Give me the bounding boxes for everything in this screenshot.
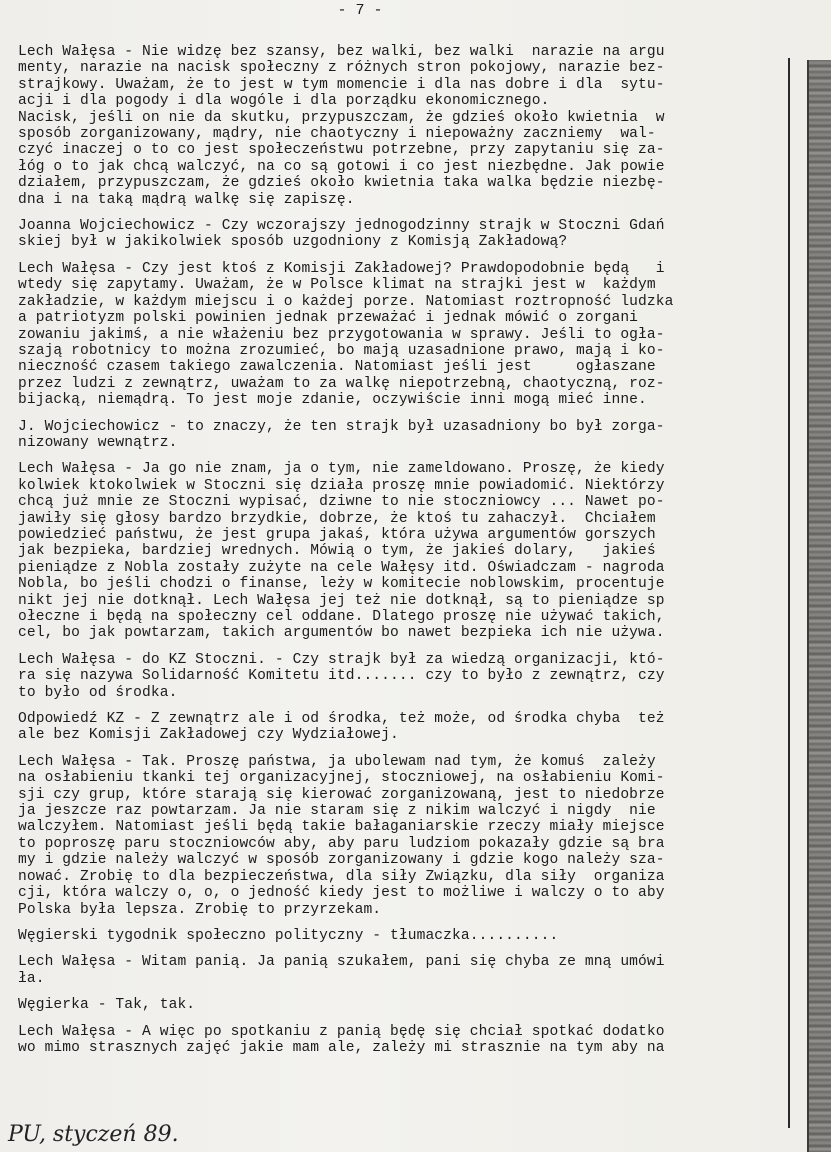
text-line: Węgierski tygodnik społeczno polityczny - tłumaczka..........	[18, 927, 559, 944]
text-line: sji czy grup, które starają się kierować zorganizowaną, jest to niedobrze	[18, 786, 665, 803]
transcript-paragraph	[18, 754, 786, 918]
text-line: nizowany wewnątrz.	[18, 434, 178, 451]
text-line: a patriotyzm polski powinien jednak przeważać i jednak mówić o zorgani	[18, 310, 639, 327]
text-line: ja jeszcze raz powtarzam. Ja nie staram się z nikim walczyć i nigdy nie	[18, 803, 656, 820]
text-line: Nacisk, jeśli on nie da skutku, przypuszczam, że gdzieś około kwietnia w	[18, 109, 665, 126]
text-line: przez ludzi z zewnątrz, uważam to za walkę niepotrzebną, chaotyczną, roz-	[18, 375, 665, 392]
text-line: Lech Wałęsa - Tak. Proszę państwa, ja ubolewam nad tym, że komuś zależy	[18, 753, 656, 770]
transcript-paragraph	[18, 419, 786, 452]
text-line: jawiły się głosy bardzo brzydkie, dobrze, że ktoś tu zahaczył. Chciałem	[18, 510, 656, 527]
text-line: wo mimo strasznych zajęć jakie mam ale, zależy mi strasznie na tym aby na	[18, 1039, 665, 1056]
page-number: - 7 -	[337, 2, 383, 19]
text-line: kolwiek ktokolwiek w Stoczni się działa proszę mnie powiadomić. Niektórzy	[18, 477, 665, 494]
text-line: czyć inaczej o to co jest społeczeństwu potrzebne, przy zapytaniu się za-	[18, 142, 665, 159]
transcript-paragraph	[18, 44, 786, 208]
transcript-paragraph	[18, 652, 786, 701]
text-line: to było od środka.	[18, 684, 178, 701]
text-line: nieczność czasem takiego zawalczenia. Natomiast jeśli jest ogłaszane	[18, 359, 656, 376]
text-line: dna i na taką mądrą walkę się zapiszę.	[18, 191, 355, 208]
text-line: powiedzieć państwu, że jest grupa jakaś, która używa argumentów gorszych	[18, 526, 656, 543]
text-line: Lech Wałęsa - Czy jest ktoś z Komisji Zakładowej? Prawdopodobnie będą i	[18, 260, 665, 277]
text-line: J. Wojciechowicz - to znaczy, że ten strajk był uzasadniony bo był zorga-	[18, 418, 665, 435]
text-line: menty, narazie na nacisk społeczny z różnych stron pokojowy, narazie bez-	[18, 60, 665, 77]
transcript-paragraph	[18, 1024, 786, 1057]
handwritten-footer: PU, styczeń 89.	[8, 1122, 179, 1147]
text-line: łóg o to jak chcą walczyć, na co są gotowi i co jest niezbędne. Jak powie	[18, 158, 665, 175]
transcript-body	[18, 44, 786, 1066]
text-line: Joanna Wojciechowicz - Czy wczorajszy jednogodzinny strajk w Stoczni Gdań	[18, 218, 665, 235]
text-line: sposób zorganizowany, mądry, nie chaotyczny i niepoważny zaczniemy wal-	[18, 126, 656, 143]
text-line: nować. Zrobię to dla bezpieczeństwa, dla siły Związku, dla siły organiza	[18, 868, 665, 885]
text-line: skiej był w jakikolwiek sposób uzgodniony z Komisją Zakładową?	[18, 234, 568, 251]
text-line: nikt jej nie dotknął. Lech Wałęsa jej też nie dotknął, są to pieniądze sp	[18, 592, 665, 609]
text-line: ra się nazywa Solidarność Komitetu itd....... czy to było z zewnątrz, czy	[18, 668, 665, 685]
text-line: Polska była lepsza. Zrobię to przyrzekam.	[18, 901, 382, 918]
text-line: zowaniu jakimś, a nie włażeniu bez przygotowania w sprawy. Jeśli to ogła-	[18, 326, 665, 343]
text-line: Lech Wałęsa - Ja go nie znam, ja o tym, nie zameldowano. Proszę, że kiedy	[18, 461, 665, 478]
text-line: chcą już mnie ze Stoczni wypisać, dziwne to nie stoczniowcy ... Nawet po-	[18, 494, 665, 511]
text-line: Odpowiedź KZ - Z zewnątrz ale i od środka, też może, od środka chyba też	[18, 711, 665, 728]
transcript-paragraph	[18, 261, 786, 409]
text-line: pieniądze z Nobla zostały zużyte na cele Wałęsy itd. Oświadczam - nagroda	[18, 559, 665, 576]
text-line: cel, bo jak powtarzam, takich argumentów bo nawet bezpieka ich nie używa.	[18, 625, 665, 642]
text-line: bijacką, niemądrą. To jest moje zdanie, oczywiście inni mogą mieć inne.	[18, 392, 647, 409]
text-line: wtedy się zapytamy. Uważam, że w Polsce klimat na strajki jest w każdym	[18, 277, 656, 294]
text-line: cji, która walczy o, o, o jedność kiedy jest to możliwe i walczy o to aby	[18, 885, 665, 902]
text-line: strajkowy. Uważam, że to jest w tym momencie i dla nas dobre i dla sytu-	[18, 76, 665, 93]
transcript-paragraph	[18, 954, 786, 987]
text-line: Lech Wałęsa - A więc po spotkaniu z panią będę się chciał spotkać dodatko	[18, 1023, 665, 1040]
text-line: to poproszę paru stoczniowców aby, aby paru ludziom pokazały gdzie są bra	[18, 835, 665, 852]
text-line: na osłabieniu tkanki tej organizacyjnej, stoczniowej, na osłabieniu Komi-	[18, 770, 665, 787]
text-line: Lech Wałęsa - Witam panią. Ja panią szukałem, pani się chyba ze mną umówi	[18, 954, 665, 971]
text-line: ła.	[18, 970, 45, 987]
text-line: my i gdzie należy walczyć w sposób zorganizowany i gdzie kogo należy sza-	[18, 852, 665, 869]
text-line: ołeczne i będą na społeczny cel oddane. Dlatego proszę nie używać takich,	[18, 609, 665, 625]
margin-line	[788, 58, 790, 1128]
text-line: Węgierka - Tak, tak.	[18, 997, 196, 1014]
text-line: ale bez Komisji Zakładowej czy Wydziałowej.	[18, 727, 399, 744]
scan-edge	[807, 60, 831, 1152]
transcript-paragraph	[18, 461, 786, 641]
text-line: jak bezpieka, bardziej wrednych. Mówią o tym, że jakieś dolary, jakieś	[18, 543, 656, 560]
text-line: Lech Wałęsa - Nie widzę bez szansy, bez walki, bez walki narazie na argu	[18, 44, 665, 60]
text-line: działem, przypuszczam, że gdzieś około kwietnia taka walka będzie niezbę-	[18, 175, 665, 192]
text-line: walczyłem. Natomiast jeśli będą takie bałaganiarskie rzeczy miały miejsce	[18, 819, 665, 836]
transcript-paragraph	[18, 711, 786, 744]
transcript-paragraph	[18, 218, 786, 251]
text-line: acji i dla pogody i dla wogóle i dla porządku ekonomicznego.	[18, 93, 550, 110]
transcript-paragraph	[18, 928, 786, 944]
text-line: zakładzie, w każdym miejscu i o każdej porze. Natomiast roztropność ludzka	[18, 293, 674, 310]
text-line: Lech Wałęsa - do KZ Stoczni. - Czy strajk był za wiedzą organizacji, któ-	[18, 651, 665, 668]
text-line: Nobla, bo jeśli chodzi o finanse, leży w komitecie noblowskim, procentuje	[18, 576, 665, 593]
transcript-paragraph	[18, 997, 786, 1013]
text-line: szają robotnicy to można zrozumieć, bo mają uzasadnione prawo, mają i ko-	[18, 342, 665, 359]
